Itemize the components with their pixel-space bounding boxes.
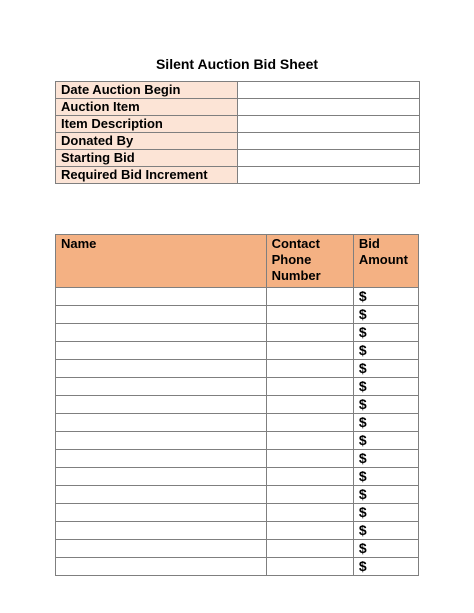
dollar-sign: $ [358, 468, 367, 484]
bid-row [56, 342, 419, 360]
bid-amount-field[interactable] [353, 360, 418, 378]
bid-amount-field[interactable] [353, 378, 418, 396]
dollar-sign: $ [358, 288, 367, 304]
info-value-field[interactable] [238, 133, 420, 150]
info-label-cell: Auction Item [56, 99, 238, 116]
contact-phone-field[interactable] [266, 306, 353, 324]
name-column-header [56, 235, 267, 288]
bid-row [56, 450, 419, 468]
info-label-cell: Starting Bid [56, 150, 238, 167]
dollar-sign: $ [358, 414, 367, 430]
contact-phone-field[interactable] [266, 324, 353, 342]
bid-amount-field[interactable] [353, 432, 418, 450]
info-label-cell: Required Bid Increment [56, 167, 238, 184]
contact-phone-field[interactable] [266, 432, 353, 450]
dollar-sign: $ [358, 504, 367, 520]
bid-amount-field[interactable] [353, 288, 418, 306]
info-value-field[interactable] [238, 99, 420, 116]
contact-phone-field[interactable] [266, 522, 353, 540]
info-row [56, 133, 420, 150]
bid-row [56, 288, 419, 306]
contact-phone-field[interactable] [266, 540, 353, 558]
info-row [56, 116, 420, 133]
contact-phone-field[interactable] [266, 342, 353, 360]
bid-row [56, 468, 419, 486]
dollar-sign: $ [358, 558, 367, 574]
contact-phone-field[interactable] [266, 486, 353, 504]
contact-phone-field[interactable] [266, 414, 353, 432]
info-row [56, 150, 420, 167]
bid-table-header [56, 235, 419, 288]
contact-phone-field[interactable] [266, 396, 353, 414]
bid-row [56, 558, 419, 576]
bid-table-header-row [56, 235, 419, 288]
bidder-name-field[interactable] [56, 288, 267, 306]
contact-phone-field[interactable] [266, 360, 353, 378]
bid-table [55, 234, 419, 576]
bid-row [56, 486, 419, 504]
bid-row [56, 540, 419, 558]
bid-amount-field[interactable] [353, 324, 418, 342]
bid-row [56, 306, 419, 324]
bidder-name-field[interactable] [56, 540, 267, 558]
info-value-field[interactable] [238, 150, 420, 167]
bid-row [56, 522, 419, 540]
bid-row [56, 414, 419, 432]
dollar-sign: $ [358, 306, 367, 322]
bid-amount-column-header [353, 235, 418, 288]
dollar-sign: $ [358, 342, 367, 358]
page-title: Silent Auction Bid Sheet [155, 56, 319, 72]
bid-amount-field[interactable] [353, 414, 418, 432]
contact-phone-label-line2: Phone [271, 252, 312, 267]
dollar-sign: $ [358, 432, 367, 448]
info-value-field[interactable] [238, 82, 420, 99]
dollar-sign: $ [358, 396, 367, 412]
info-label-cell: Date Auction Begin [56, 82, 238, 99]
contact-phone-label-line3: Number [271, 268, 321, 283]
bid-amount-label-line2: Amount [358, 252, 408, 267]
contact-phone-field[interactable] [266, 504, 353, 522]
dollar-sign: $ [358, 360, 367, 376]
bid-table-body [56, 288, 419, 576]
bidder-name-field[interactable] [56, 504, 267, 522]
bidder-name-field[interactable] [56, 378, 267, 396]
bidder-name-field[interactable] [56, 432, 267, 450]
bidder-name-field[interactable] [56, 558, 267, 576]
bid-amount-label-line1: Bid [358, 236, 380, 251]
bid-row [56, 324, 419, 342]
bidder-name-field[interactable] [56, 486, 267, 504]
bid-row [56, 360, 419, 378]
bidder-name-field[interactable] [56, 342, 267, 360]
bid-amount-field[interactable] [353, 486, 418, 504]
name-column-label: Name [61, 236, 97, 251]
dollar-sign: $ [358, 378, 367, 394]
auction-info-table [55, 81, 420, 184]
dollar-sign: $ [358, 540, 367, 556]
contact-phone-field[interactable] [266, 450, 353, 468]
bid-amount-field[interactable] [353, 522, 418, 540]
bid-amount-field[interactable] [353, 540, 418, 558]
bidder-name-field[interactable] [56, 324, 267, 342]
bid-row [56, 396, 419, 414]
info-row [56, 99, 420, 116]
contact-phone-label-line1: Contact [271, 236, 320, 251]
bid-amount-field[interactable] [353, 342, 418, 360]
bidder-name-field[interactable] [56, 450, 267, 468]
bid-row [56, 378, 419, 396]
info-value-field[interactable] [238, 167, 420, 184]
bidder-name-field[interactable] [56, 414, 267, 432]
contact-phone-field[interactable] [266, 468, 353, 486]
dollar-sign: $ [358, 324, 367, 340]
contact-phone-field[interactable] [266, 288, 353, 306]
bid-amount-field[interactable] [353, 450, 418, 468]
bidder-name-field[interactable] [56, 522, 267, 540]
bidder-name-field[interactable] [56, 360, 267, 378]
dollar-sign: $ [358, 486, 367, 502]
info-label-cell: Donated By [56, 133, 238, 150]
bid-row [56, 432, 419, 450]
info-label-cell: Item Description [56, 116, 238, 133]
bid-amount-field[interactable] [353, 558, 418, 576]
bid-amount-field[interactable] [353, 306, 418, 324]
info-value-field[interactable] [238, 116, 420, 133]
contact-phone-field[interactable] [266, 378, 353, 396]
bid-amount-field[interactable] [353, 396, 418, 414]
contact-phone-field[interactable] [266, 558, 353, 576]
auction-info-body [56, 82, 420, 184]
bid-amount-field[interactable] [353, 504, 418, 522]
contact-phone-column-header [266, 235, 353, 288]
bidder-name-field[interactable] [56, 468, 267, 486]
bidder-name-field[interactable] [56, 396, 267, 414]
info-row [56, 82, 420, 99]
bid-amount-field[interactable] [353, 468, 418, 486]
bid-row [56, 504, 419, 522]
dollar-sign: $ [358, 522, 367, 538]
dollar-sign: $ [358, 450, 367, 466]
bidder-name-field[interactable] [56, 306, 267, 324]
info-row [56, 167, 420, 184]
